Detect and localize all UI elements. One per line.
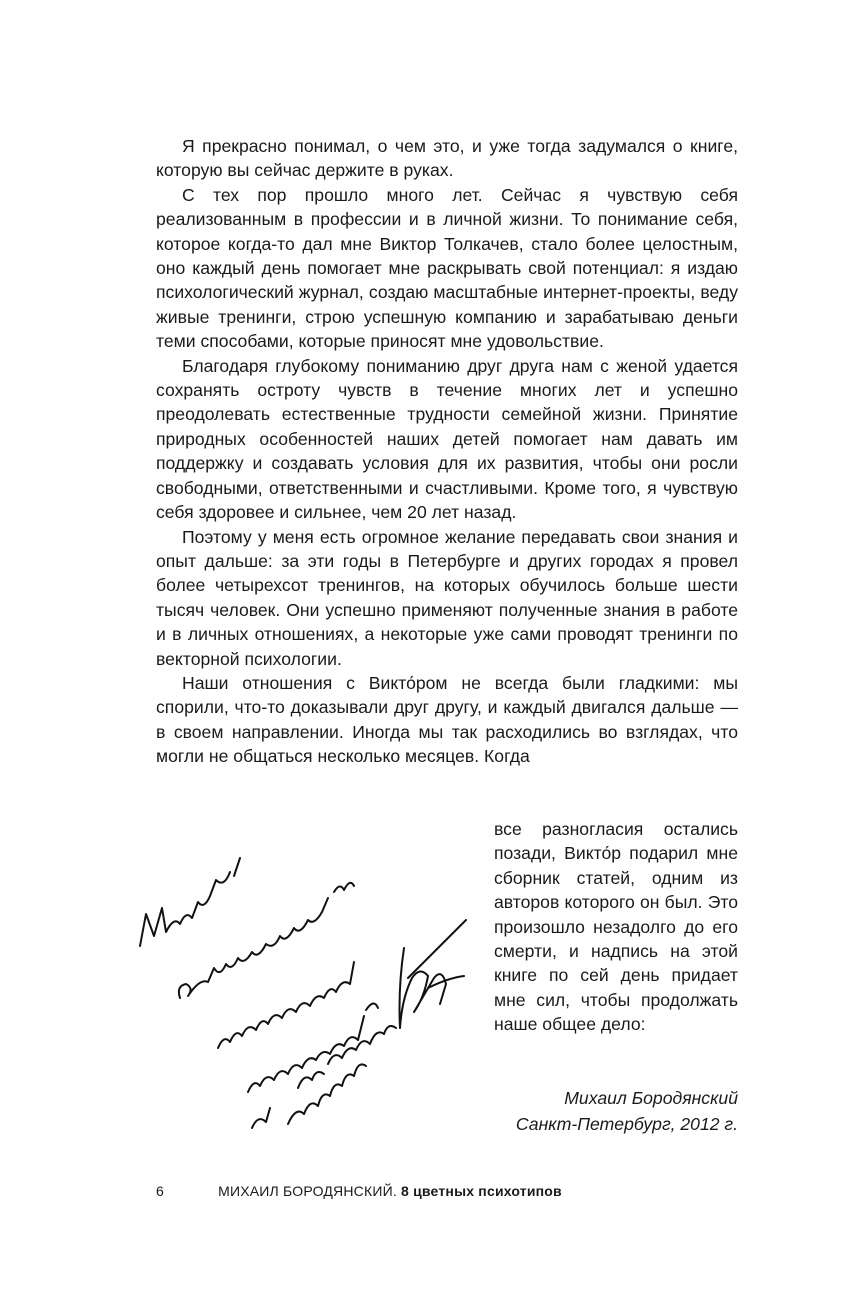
page-footer <box>156 1183 562 1199</box>
page-number: 6 <box>156 1183 164 1199</box>
inscription-stroke-6 <box>252 1064 366 1128</box>
paragraph-2: С тех пор прошло много лет. Сейчас я чувствую себя реализованным в профессии и в личной жизни. То понимание себя, которое когда-то дал мне Виктор Толкачев, стало более целостным, оно каждый день помогает мне раскрывать свой потенциал: я издаю психологический журнал, создаю масштабные интернет-проекты, веду живые тренинги, строю успешную компанию и зарабатываю деньги теми способами, которые приносят мне удовольствие. <box>156 184 738 352</box>
signature-place-date: Санкт-Петербург, 2012 г. <box>515 1114 738 1134</box>
inscription-stroke-5 <box>298 1026 396 1088</box>
inscription-stroke-3 <box>218 962 354 1048</box>
paragraph-continuation: все разногласия остались позади, Викто́р подарил мне сборник статей, одним из авторов которого он был. Это произошло незадолго до его смерти, и надпись на этой книге по сей день придает мне сил, чтобы продолжать наше общее дело: <box>494 819 738 1035</box>
footer-book-title: 8 цветных психотипов <box>401 1183 562 1199</box>
inscription-stroke-2 <box>179 898 328 998</box>
paragraph-4: Поэтому у меня есть огромное желание передавать свои знания и опыт дальше: за эти годы в Петербурге и других городах я провел более четырехсот тренингов, на которых обучилось больше шести тысяч человек. Они успешно применяют полученные знания в работе и в личных отношениях, а некоторые уже сами проводят тренинги по векторной психологии. <box>156 526 738 669</box>
signature-name: Михаил Бородянский <box>564 1088 738 1108</box>
inscription-stroke-4 <box>248 1016 364 1092</box>
inscription-stroke-4b <box>366 1003 378 1010</box>
paragraph-1: Я прекрасно понимал, о чем это, и уже тогда задумался о книге, которую вы сейчас держите в руках. <box>156 136 738 181</box>
paragraph-3: Благодаря глубокому пониманию друг друга нам с женой удается сохранять остроту чувств в течение многих лет и успешно преодолевать естественные трудности семейной жизни. Принятие природных особенностей наших детей помогает нам давать им поддержку и создавать условия для их развития, чтобы они росли свободными, ответственными и счастливыми. Кроме того, я чувствую себя здоровее и сильнее, чем 20 лет назад. <box>156 355 738 523</box>
footer-author: МИХАИЛ БОРОДЯНСКИЙ. <box>218 1183 397 1199</box>
inscription-stroke-1b <box>234 858 240 876</box>
inscription-signature <box>400 920 467 1028</box>
inscription-stroke-1 <box>140 872 230 946</box>
handwritten-inscription-image <box>128 828 468 1148</box>
signature-block <box>516 1085 738 1137</box>
paragraph-5: Наши отношения с Викто́ром не всегда были гладкими: мы спорили, что-то доказывали друг другу, и каждый двигался дальше — в своем направлении. Иногда мы так расходились во взглядах, что могли не общаться несколько месяцев. Когда <box>156 672 738 767</box>
main-text <box>156 134 738 769</box>
inscription-stroke-2b <box>334 883 354 892</box>
